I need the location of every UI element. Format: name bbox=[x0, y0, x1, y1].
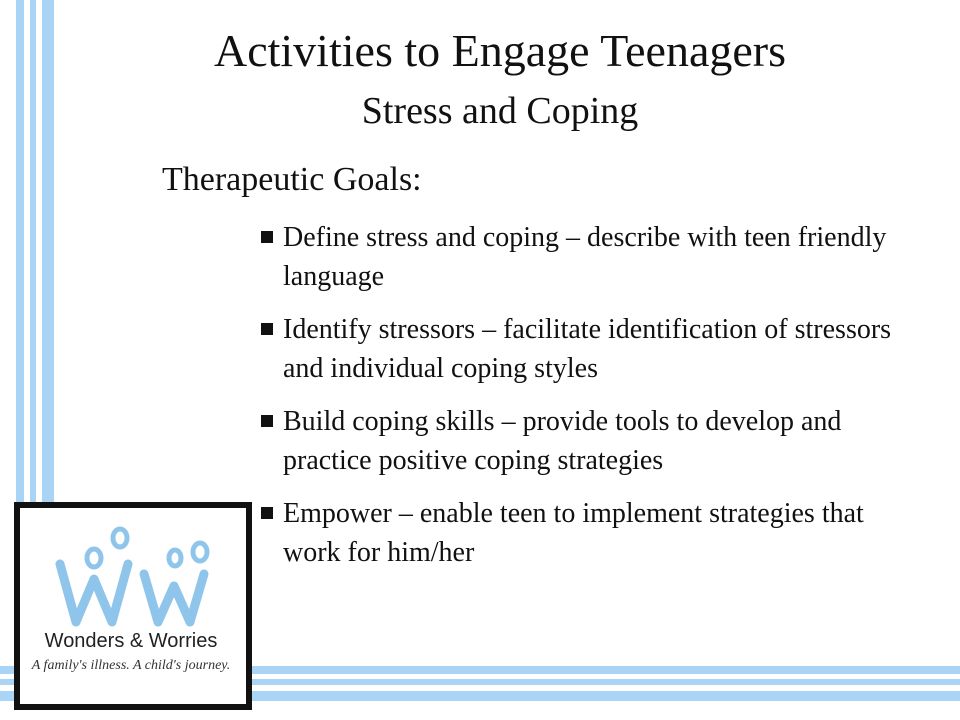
square-bullet-icon bbox=[261, 507, 273, 519]
logo bbox=[20, 508, 246, 704]
ww-figures-icon bbox=[54, 524, 224, 634]
square-bullet-icon bbox=[261, 415, 273, 427]
section-heading: Therapeutic Goals: bbox=[162, 161, 422, 198]
goal-item-empower bbox=[258, 494, 918, 572]
goal-item-build bbox=[258, 402, 918, 480]
square-bullet-icon bbox=[261, 323, 273, 335]
goal-item-identify bbox=[258, 310, 918, 388]
goal-text: Define stress and coping – describe with teen friendly language bbox=[283, 222, 887, 292]
slide-title: Activities to Engage Teenagers bbox=[213, 25, 786, 76]
goals-list bbox=[258, 218, 918, 586]
goal-text: Empower – enable teen to implement strategies that work for him/her bbox=[283, 498, 864, 568]
logo-tagline: A family's illness. A child's journey. bbox=[31, 658, 231, 673]
logo-frame bbox=[14, 502, 252, 710]
logo-name: Wonders & Worries bbox=[44, 630, 218, 652]
square-bullet-icon bbox=[261, 231, 273, 243]
goal-text: Identify stressors – facilitate identification of stressors and individual coping styles bbox=[283, 314, 892, 384]
slide-subtitle: Stress and Coping bbox=[361, 90, 639, 132]
goal-item-define bbox=[258, 218, 918, 296]
goal-text: Build coping skills – provide tools to develop and practice positive coping strategies bbox=[283, 406, 842, 476]
